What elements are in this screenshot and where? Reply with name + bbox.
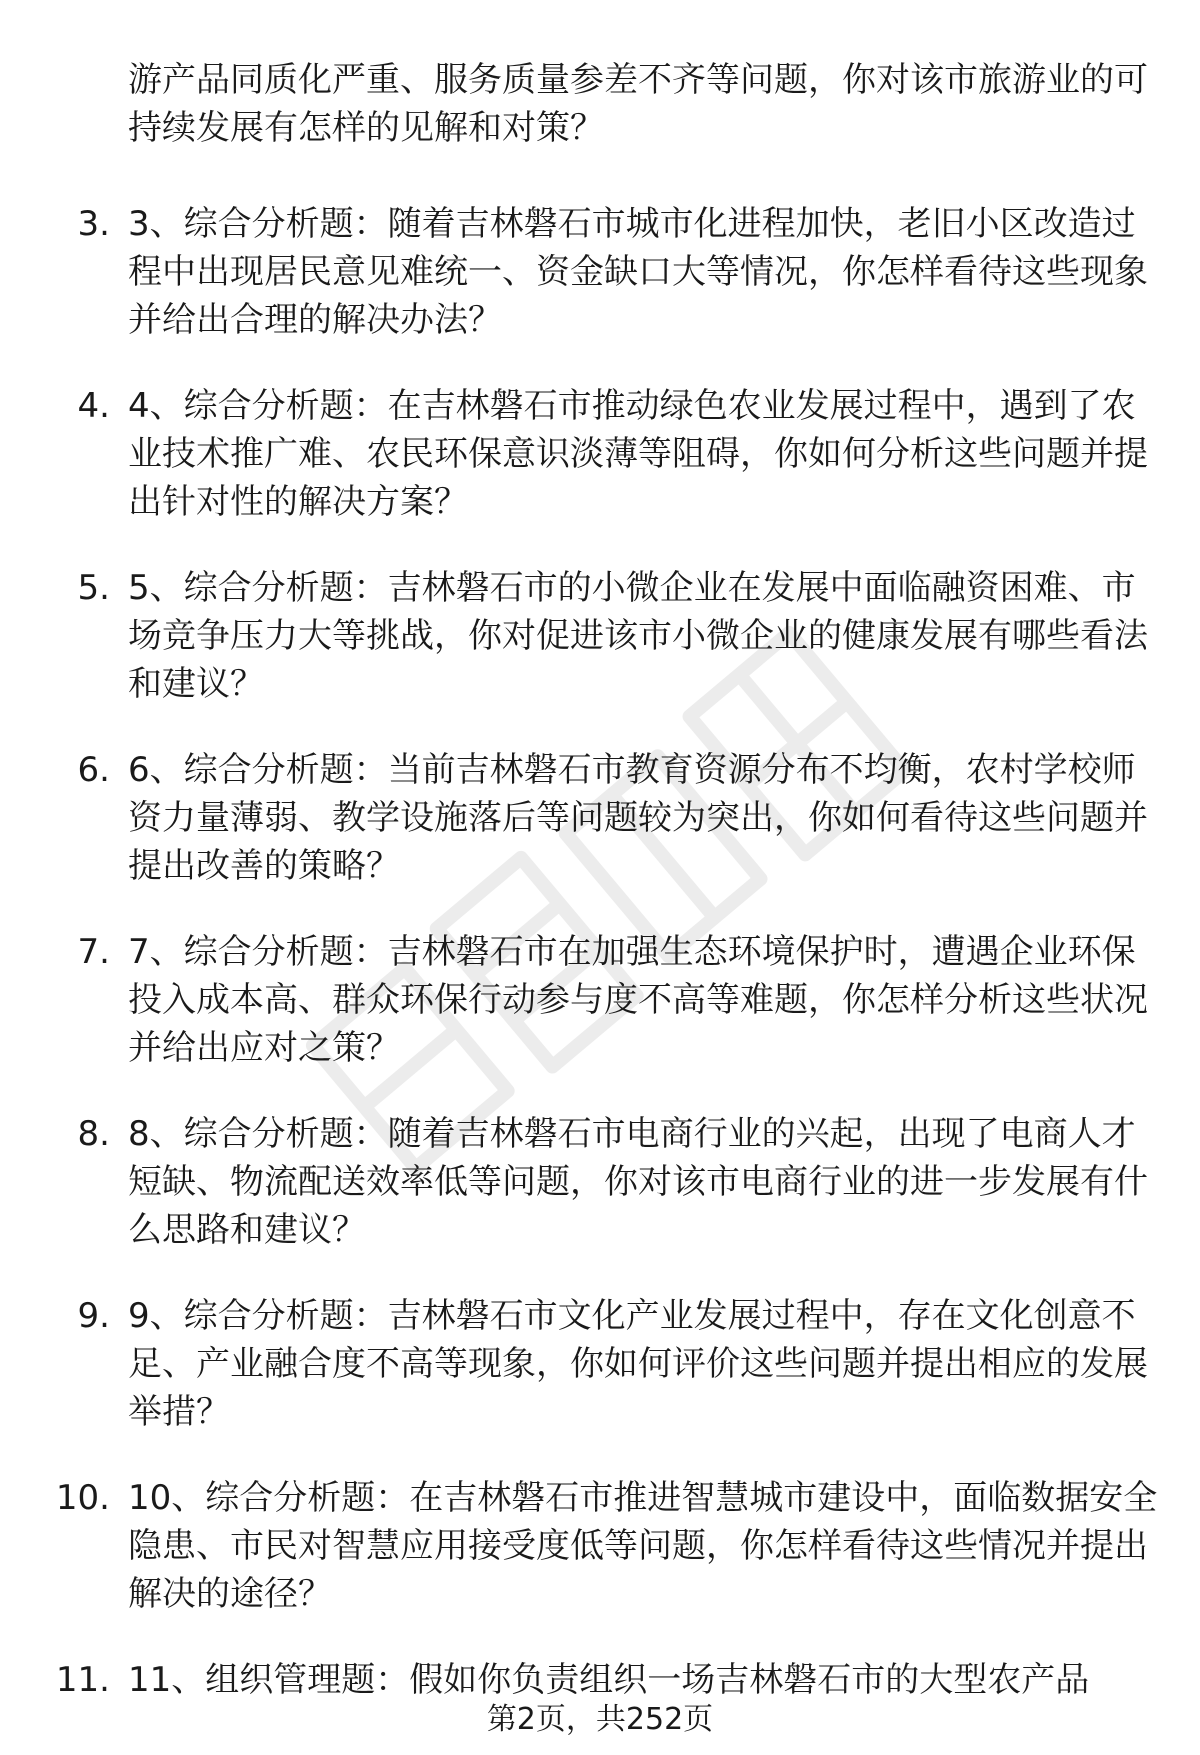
page-footer: 第2页，共252页: [486, 1702, 714, 1737]
list-item: [0, 382, 1168, 526]
list-item-text: 8、综合分析题：随着吉林磐石市电商行业的兴起，出现了电商人才短缺、物流配送效率低等问题，你对该市电商行业的进一步发展有什么思路和建议？: [128, 1114, 1148, 1250]
list-item-text: 11、组织管理题：假如你负责组织一场吉林磐石市的大型农产品: [128, 1660, 1090, 1700]
list-item-number: 6.: [77, 750, 110, 790]
list-item-text: 3、综合分析题：随着吉林磐石市城市化进程加快，老旧小区改造过程中出现居民意见难统一、资金缺口大等情况，你怎样看待这些现象并给出合理的解决办法？: [128, 204, 1148, 340]
list-item-number: 10.: [55, 1478, 110, 1518]
list-item-text: 9、综合分析题：吉林磐石市文化产业发展过程中，存在文化创意不足、产业融合度不高等现象，你如何评价这些问题并提出相应的发展举措？: [128, 1296, 1148, 1432]
list-item: [0, 746, 1168, 890]
question-list: [0, 200, 1200, 1742]
list-item-text: 7、综合分析题：吉林磐石市在加强生态环境保护时，遭遇企业环保投入成本高、群众环保行动参与度不高等难题，你怎样分析这些状况并给出应对之策？: [128, 932, 1148, 1068]
list-item: [0, 200, 1168, 344]
list-item-number: 11.: [55, 1660, 110, 1700]
list-item-number: 4.: [77, 386, 110, 426]
list-item: [0, 1292, 1168, 1436]
list-item-number: 7.: [77, 932, 110, 972]
list-item: [0, 564, 1168, 708]
list-item: [0, 1474, 1168, 1618]
list-item-text: 10、综合分析题：在吉林磐石市推进智慧城市建设中，面临数据安全隐患、市民对智慧应用接受度低等问题，你怎样看待这些情况并提出解决的途径？: [128, 1478, 1158, 1614]
list-item-text: 6、综合分析题：当前吉林磐石市教育资源分布不均衡，农村学校师资力量薄弱、教学设施落后等问题较为突出，你如何看待这些问题并提出改善的策略？: [128, 750, 1148, 886]
list-item-number: 3.: [77, 204, 110, 244]
list-item: [0, 928, 1168, 1072]
list-item-number: 9.: [77, 1296, 110, 1336]
list-item-text: 4、综合分析题：在吉林磐石市推动绿色农业发展过程中，遇到了农业技术推广难、农民环保意识淡薄等阻碍，你如何分析这些问题并提出针对性的解决方案？: [128, 386, 1148, 522]
list-item: [0, 1110, 1168, 1254]
continuation-paragraph: 游产品同质化严重、服务质量参差不齐等问题，你对该市旅游业的可持续发展有怎样的见解和对策？: [128, 60, 1148, 148]
list-item-number: 5.: [77, 568, 110, 608]
list-item-number: 8.: [77, 1114, 110, 1154]
list-item-text: 5、综合分析题：吉林磐石市的小微企业在发展中面临融资困难、市场竞争压力大等挑战，你对促进该市小微企业的健康发展有哪些看法和建议？: [128, 568, 1148, 704]
list-item: [0, 1656, 1168, 1704]
